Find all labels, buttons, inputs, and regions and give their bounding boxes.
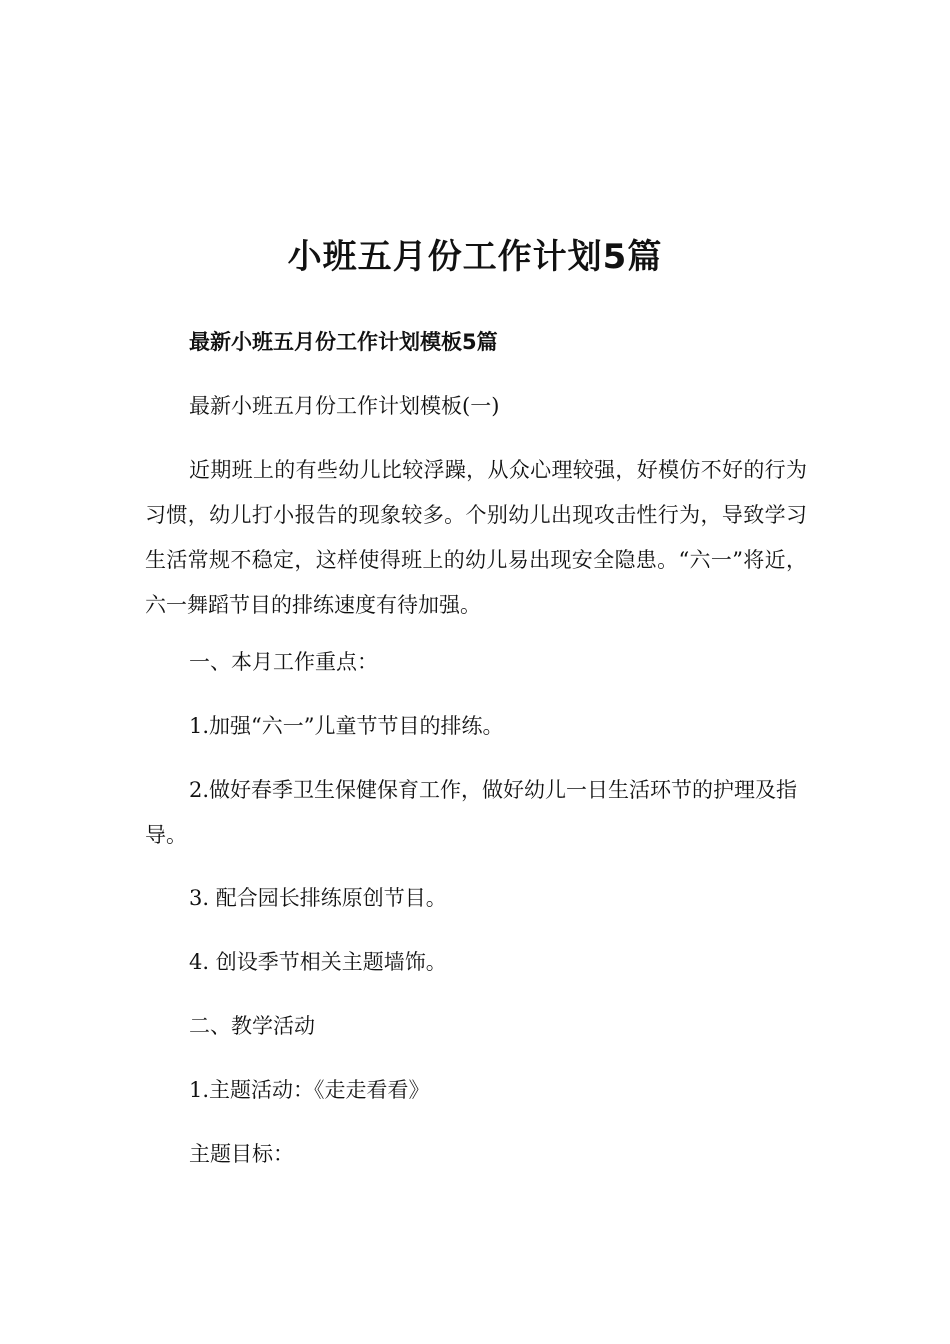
- theme-activity: 1.主题活动：《走走看看》: [189, 1078, 430, 1102]
- document-title: 小班五月份工作计划5篇: [287, 237, 663, 277]
- paragraph-template-heading: 最新小班五月份工作计划模板(一): [189, 394, 500, 418]
- section-heading-teaching: 二、教学活动: [189, 1014, 315, 1038]
- section-heading-focus: 一、本月工作重点：: [189, 650, 378, 674]
- paragraph-intro: 近期班上的有些幼儿比较浮躁，从众心理较强，好模仿不好的行为习惯，幼儿打小报告的现象较多。个别幼儿出现攻击性行为，导致学习生活常规不稳定，这样使得班上的幼儿易出现安全隐患。“六一”将近，六一舞蹈节目的排练速度有待加强。: [145, 458, 807, 617]
- list-item-4: 4. 创设季节相关主题墙饰。: [189, 950, 447, 974]
- list-item-3: 3. 配合园长排练原创节目。: [189, 886, 447, 910]
- theme-goal-label: 主题目标：: [189, 1142, 294, 1166]
- list-item-2: 2.做好春季卫生保健保育工作，做好幼儿一日生活环节的护理及指导。: [145, 778, 798, 847]
- list-item-1: 1.加强“六一”儿童节节目的排练。: [189, 714, 504, 738]
- document-subtitle: 最新小班五月份工作计划模板5篇: [189, 330, 498, 354]
